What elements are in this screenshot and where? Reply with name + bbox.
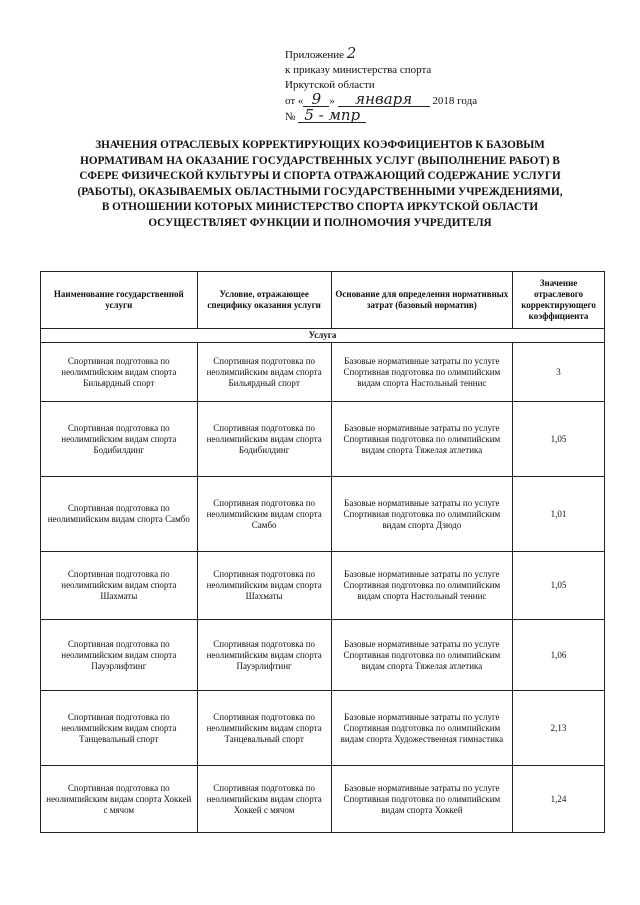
cell-basis: Базовые нормативные затраты по услуге Спортивная подготовка по олимпийским видам спорта Дзюдо <box>331 477 512 552</box>
title-line: ОСУЩЕСТВЛЯЕТ ФУНКЦИИ И ПОЛНОМОЧИЯ УЧРЕДИТЕЛЯ <box>148 216 492 229</box>
cell-basis: Базовые нормативные затраты по услуге Спортивная подготовка по олимпийским видам спорта Хоккей <box>331 766 512 833</box>
cell-basis: Базовые нормативные затраты по услуге Спортивная подготовка по олимпийским видам спорта Тяжелая атлетика <box>331 620 512 691</box>
table-row <box>41 343 605 402</box>
table-header-row <box>41 272 605 329</box>
table-row <box>41 620 605 691</box>
date-mid: » <box>329 95 335 107</box>
cell-condition: Спортивная подготовка по неолимпийским видам спорта Пауэрлифтинг <box>197 620 331 691</box>
table-row <box>41 691 605 766</box>
cell-basis: Базовые нормативные затраты по услуге Спортивная подготовка по олимпийским видам спорта Настольный теннис <box>331 552 512 620</box>
title-line: В ОТНОШЕНИИ КОТОРЫХ МИНИСТЕРСТВО СПОРТА ИРКУТСКОЙ ОБЛАСТИ <box>101 201 539 213</box>
cell-service: Спортивная подготовка по неолимпийским видам спорта Шахматы <box>41 552 198 620</box>
cell-service: Спортивная подготовка по неолимпийским видам спорта Бодибилдинг <box>41 402 198 477</box>
cell-basis: Базовые нормативные затраты по услуге Спортивная подготовка по олимпийским видам спорта Настольный теннис <box>331 343 512 402</box>
cell-basis: Базовые нормативные затраты по услуге Спортивная подготовка по олимпийским видам спорта Художественная гимнастика <box>331 691 512 766</box>
order-number-prefix: № <box>285 111 296 123</box>
cell-service: Спортивная подготовка по неолимпийским видам спорта Бильярдный спорт <box>41 343 198 402</box>
table-row <box>41 766 605 833</box>
title-line: СФЕРЕ ФИЗИЧЕСКОЙ КУЛЬТУРЫ И СПОРТА ОТРАЖАЮЩИЙ СОДЕРЖАНИЕ УСЛУГИ <box>79 170 561 182</box>
appendix-region-line: Иркутской области <box>285 79 375 91</box>
header-service: Наименование государственной услуги <box>41 272 198 329</box>
appendix-number-line <box>285 106 477 125</box>
date-prefix: от « <box>285 95 304 107</box>
cell-condition: Спортивная подготовка по неолимпийским видам спорта Шахматы <box>197 552 331 620</box>
appendix-label: Приложение <box>285 49 345 61</box>
header-value: Значение отраслевого корректирующего коэффициента <box>513 272 605 329</box>
cell-service: Спортивная подготовка по неолимпийским видам спорта Танцевальный спорт <box>41 691 198 766</box>
table-row <box>41 402 605 477</box>
document-title <box>40 138 600 231</box>
cell-value: 1,06 <box>513 620 605 691</box>
cell-value: 1,05 <box>513 402 605 477</box>
title-line: НОРМАТИВАМ НА ОКАЗАНИЕ ГОСУДАРСТВЕННЫХ УСЛУГ (ВЫПОЛНЕНИЕ РАБОТ) В <box>80 154 560 167</box>
appendix-number: 2 <box>346 44 357 62</box>
table-row <box>41 477 605 552</box>
title-line: ЗНАЧЕНИЯ ОТРАСЛЕВЫХ КОРРЕКТИРУЮЩИХ КОЭФФИЦИЕНТОВ К БАЗОВЫМ <box>95 139 545 151</box>
cell-condition: Спортивная подготовка по неолимпийским видам спорта Бильярдный спорт <box>197 343 331 402</box>
table-row <box>41 552 605 620</box>
appendix-block <box>285 46 477 125</box>
header-condition: Условие, отражающее специфику оказания услуги <box>197 272 331 329</box>
cell-service: Спортивная подготовка по неолимпийским видам спорта Пауэрлифтинг <box>41 620 198 691</box>
title-line: (РАБОТЫ), ОКАЗЫВАЕМЫХ ОБЛАСТНЫМИ ГОСУДАРСТВЕННЫМИ УЧРЕЖДЕНИЯМИ, <box>77 185 563 198</box>
coefficients-table <box>40 271 605 833</box>
header-basis: Основание для определения нормативных затрат (базовый норматив) <box>331 272 512 329</box>
table-section-row <box>41 329 605 343</box>
cell-value: 1,05 <box>513 552 605 620</box>
cell-condition: Спортивная подготовка по неолимпийским видам спорта Бодибилдинг <box>197 402 331 477</box>
cell-service: Спортивная подготовка по неолимпийским видам спорта Самбо <box>41 477 198 552</box>
section-label: Услуга <box>41 329 605 343</box>
cell-service: Спортивная подготовка по неолимпийским видам спорта Хоккей с мячом <box>41 766 198 833</box>
cell-basis: Базовые нормативные затраты по услуге Спортивная подготовка по олимпийским видам спорта Тяжелая атлетика <box>331 402 512 477</box>
date-day: 9 <box>303 93 329 107</box>
date-month: января <box>338 93 430 107</box>
cell-value: 1,24 <box>513 766 605 833</box>
cell-value: 2,13 <box>513 691 605 766</box>
date-year: 2018 года <box>432 95 478 107</box>
cell-condition: Спортивная подготовка по неолимпийским видам спорта Хоккей с мячом <box>197 766 331 833</box>
cell-value: 3 <box>513 343 605 402</box>
order-number: 5 - мпр <box>298 109 366 123</box>
cell-condition: Спортивная подготовка по неолимпийским видам спорта Танцевальный спорт <box>197 691 331 766</box>
cell-value: 1,01 <box>513 477 605 552</box>
appendix-title-line <box>285 46 477 63</box>
appendix-order-line: к приказу министерства спорта <box>285 64 432 76</box>
cell-condition: Спортивная подготовка по неолимпийским видам спорта Самбо <box>197 477 331 552</box>
